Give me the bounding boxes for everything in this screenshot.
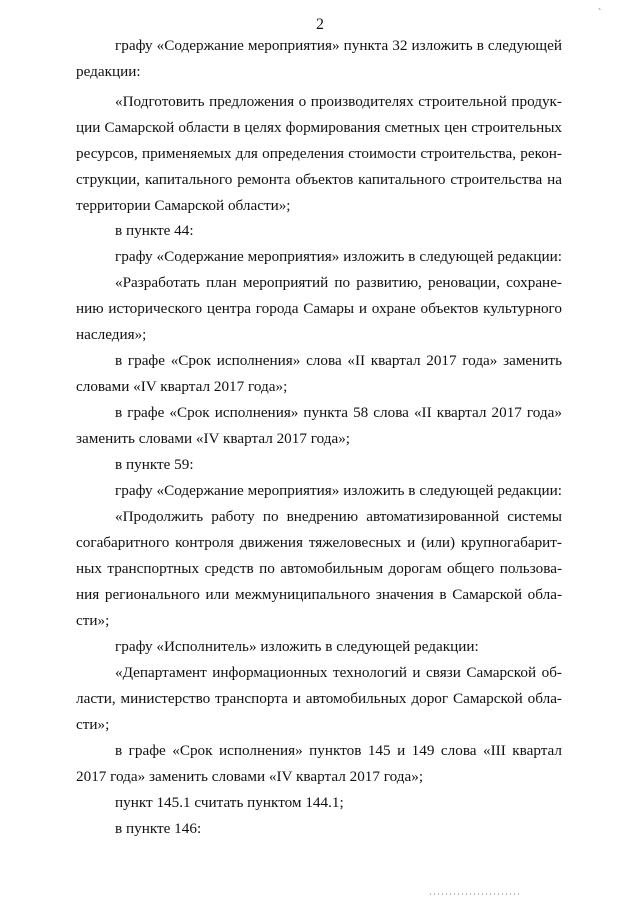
text-line: ния регионального или межмуниципального значения в Самарской обла- bbox=[76, 586, 562, 603]
text-line: территории Самарской области»; bbox=[76, 197, 291, 214]
text-line: «Разработать план мероприятий по развитию, реновации, сохране- bbox=[115, 274, 562, 291]
text-line: графу «Содержание мероприятия» изложить в следующей редакции: bbox=[115, 248, 562, 265]
text-line: пункт 145.1 считать пунктом 144.1; bbox=[115, 794, 344, 811]
text-line: в пункте 44: bbox=[115, 222, 194, 239]
text-line: струкции, капитального ремонта объектов капитального строительства на bbox=[76, 171, 562, 188]
text-line: «Подготовить предложения о производителях строительной продук- bbox=[115, 93, 562, 110]
text-line: графу «Исполнитель» изложить в следующей редакции: bbox=[115, 638, 479, 655]
text-line: в пункте 59: bbox=[115, 456, 194, 473]
text-line: ных транспортных средств по автомобильным дорогам общего пользова- bbox=[76, 560, 562, 577]
text-line: 2017 года» заменить словами «IV квартал 2017 года»; bbox=[76, 768, 424, 785]
text-line: в графе «Срок исполнения» слова «II квартал 2017 года» заменить bbox=[115, 352, 562, 369]
text-line: сти»; bbox=[76, 612, 110, 629]
text-line: согабаритного контроля движения тяжеловесных и (или) крупногабарит- bbox=[76, 534, 562, 551]
text-line: в пункте 146: bbox=[115, 820, 202, 837]
text-line: ласти, министерство транспорта и автомобильных дорог Самарской обла- bbox=[76, 690, 562, 707]
page-number: 2 bbox=[316, 16, 324, 33]
text-line: словами «IV квартал 2017 года»; bbox=[76, 378, 288, 395]
text-line: заменить словами «IV квартал 2017 года»; bbox=[76, 430, 351, 447]
text-line: «Продолжить работу по внедрению автоматизированной системы bbox=[115, 508, 562, 525]
text-line: редакции: bbox=[76, 63, 141, 80]
text-line: «Департамент информационных технологий и связи Самарской об- bbox=[115, 664, 562, 681]
text-line: графу «Содержание мероприятия» изложить в следующей редакции: bbox=[115, 482, 562, 499]
text-line: ции Самарской области в целях формирования сметных цен строительных bbox=[76, 119, 562, 136]
corner-mark: ˋ bbox=[598, 8, 602, 19]
text-line: в графе «Срок исполнения» пунктов 145 и 149 слова «III квартал bbox=[115, 742, 562, 759]
text-line: нию исторического центра города Самары и охране объектов культурного bbox=[76, 300, 562, 317]
text-line: ресурсов, применяемых для определения стоимости строительства, рекон- bbox=[76, 145, 562, 162]
scan-artifact bbox=[430, 893, 520, 895]
text-line: в графе «Срок исполнения» пункта 58 слова «II квартал 2017 года» bbox=[115, 404, 562, 421]
text-line: сти»; bbox=[76, 716, 110, 733]
text-line: наследия»; bbox=[76, 326, 147, 343]
text-line: графу «Содержание мероприятия» пункта 32 изложить в следующей bbox=[115, 37, 562, 54]
